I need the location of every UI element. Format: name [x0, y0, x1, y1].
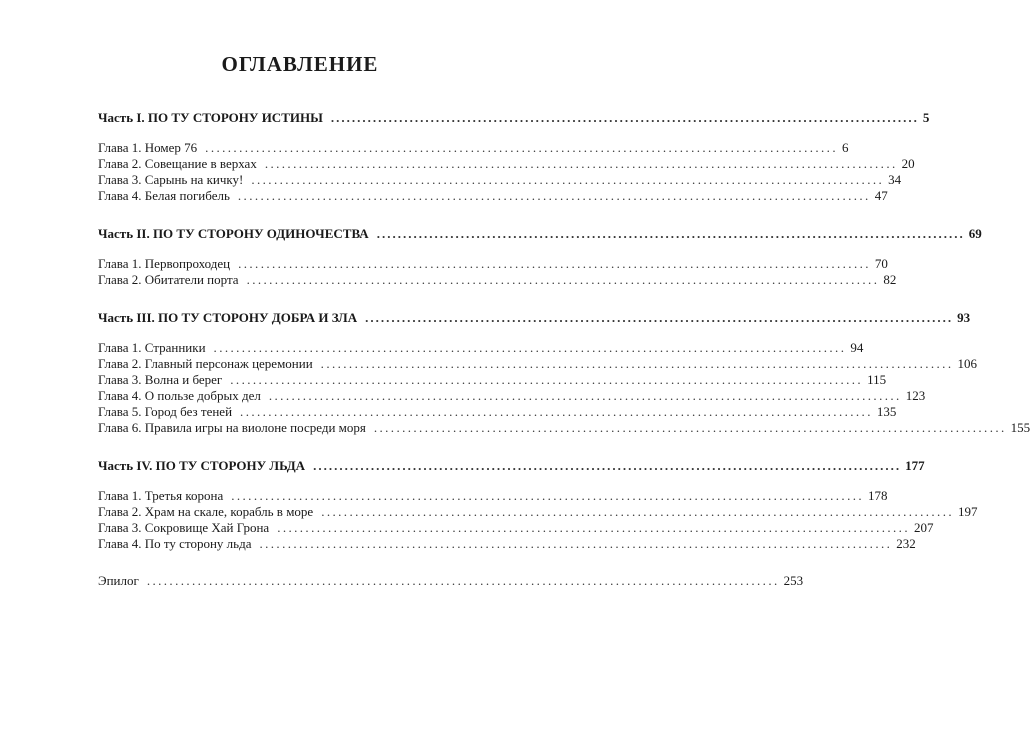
- part-title: Часть III. ПО ТУ СТОРОНУ ДОБРА И ЗЛА: [98, 310, 358, 325]
- page-number: 34: [888, 172, 902, 187]
- chapter-title: Глава 6. Правила игры на виолоне посреди моря: [98, 420, 366, 435]
- toc-part-1[interactable]: [98, 110, 930, 126]
- toc-part-4[interactable]: [98, 458, 925, 474]
- page-number: 94: [850, 340, 864, 355]
- toc-chapter[interactable]: [98, 356, 977, 372]
- page-number: 135: [876, 404, 897, 419]
- toc-part-2[interactable]: [98, 226, 982, 242]
- page-number: 20: [901, 156, 915, 171]
- page-number: 93: [957, 310, 971, 325]
- page-number: 253: [783, 573, 804, 588]
- dot-leader: ................................................................................................................: [320, 356, 954, 371]
- dot-leader: ................................................................................................................: [237, 188, 871, 203]
- page-number: 197: [958, 504, 978, 519]
- page-number: 123: [905, 388, 926, 403]
- dot-leader: ................................................................................................................: [259, 536, 893, 551]
- toc-chapter[interactable]: [98, 172, 902, 188]
- dot-leader: ................................................................................................................: [230, 372, 864, 387]
- page-number: 155: [1010, 420, 1030, 435]
- toc-chapter[interactable]: [98, 372, 887, 388]
- dot-leader: ................................................................................................................: [246, 272, 880, 287]
- toc-epilogue[interactable]: [98, 573, 804, 589]
- part-title: Часть II. ПО ТУ СТОРОНУ ОДИНОЧЕСТВА: [98, 226, 369, 241]
- toc-chapter[interactable]: [98, 504, 978, 520]
- dot-leader: ................................................................................................................: [330, 110, 919, 125]
- page-number: 106: [957, 356, 977, 371]
- toc-chapter[interactable]: [98, 156, 915, 172]
- toc-chapter[interactable]: [98, 420, 1030, 436]
- dot-leader: ................................................................................................................: [264, 156, 898, 171]
- toc-chapter[interactable]: [98, 536, 916, 552]
- table-of-contents: [98, 110, 1030, 589]
- epilogue-title: Эпилог: [98, 573, 139, 588]
- page-number: 6: [841, 140, 849, 155]
- toc-chapter[interactable]: [98, 520, 934, 536]
- toc-chapter[interactable]: [98, 340, 864, 356]
- chapter-title: Глава 1. Странники: [98, 340, 206, 355]
- chapter-title: Глава 2. Главный персонаж церемонии: [98, 356, 313, 371]
- part-title: Часть IV. ПО ТУ СТОРОНУ ЛЬДА: [98, 458, 306, 473]
- dot-leader: ................................................................................................................: [321, 504, 955, 519]
- part-title: Часть I. ПО ТУ СТОРОНУ ИСТИНЫ: [98, 110, 323, 125]
- chapter-title: Глава 4. По ту сторону льда: [98, 536, 252, 551]
- page-number: 5: [922, 110, 930, 125]
- toc-chapter[interactable]: [98, 256, 888, 272]
- dot-leader: ................................................................................................................: [213, 340, 847, 355]
- dot-leader: ................................................................................................................: [313, 458, 902, 473]
- dot-leader: ................................................................................................................: [376, 226, 965, 241]
- dot-leader: ................................................................................................................: [365, 310, 954, 325]
- chapter-title: Глава 1. Первопроходец: [98, 256, 231, 271]
- chapter-title: Глава 2. Храм на скале, корабль в море: [98, 504, 314, 519]
- chapter-title: Глава 1. Номер 76: [98, 140, 198, 155]
- chapter-title: Глава 4. Белая погибель: [98, 188, 230, 203]
- page-number: 207: [914, 520, 934, 535]
- dot-leader: ................................................................................................................: [231, 488, 865, 503]
- page-number: 232: [896, 536, 916, 551]
- toc-chapter[interactable]: [98, 188, 888, 204]
- toc-chapter[interactable]: [98, 272, 897, 288]
- dot-leader: ................................................................................................................: [277, 520, 910, 535]
- toc-chapter[interactable]: [98, 404, 897, 420]
- dot-leader: ................................................................................................................: [268, 388, 902, 403]
- chapter-title: Глава 3. Сарынь на кичку!: [98, 172, 244, 187]
- chapter-title: Глава 2. Обитатели порта: [98, 272, 239, 287]
- chapter-title: Глава 4. О пользе добрых дел: [98, 388, 261, 403]
- toc-part-3[interactable]: [98, 310, 971, 326]
- page-number: 82: [883, 272, 897, 287]
- page-number: 70: [874, 256, 888, 271]
- toc-chapter[interactable]: [98, 488, 888, 504]
- chapter-title: Глава 5. Город без теней: [98, 404, 233, 419]
- dot-leader: ................................................................................................................: [373, 420, 1007, 435]
- dot-leader: ................................................................................................................: [238, 256, 871, 271]
- page-number: 115: [867, 372, 887, 387]
- page-number: 69: [968, 226, 982, 241]
- page-number: 178: [868, 488, 888, 503]
- chapter-title: Глава 3. Волна и берег: [98, 372, 223, 387]
- toc-chapter[interactable]: [98, 140, 849, 156]
- dot-leader: ................................................................................................................: [205, 140, 838, 155]
- dot-leader: ................................................................................................................: [251, 172, 885, 187]
- page-title: ОГЛАВЛЕНИЕ: [221, 52, 379, 76]
- dot-leader: ................................................................................................................: [146, 573, 780, 588]
- page-number: 47: [874, 188, 888, 203]
- toc-chapter[interactable]: [98, 388, 926, 404]
- dot-leader: ................................................................................................................: [240, 404, 873, 419]
- chapter-title: Глава 2. Совещание в верхах: [98, 156, 257, 171]
- page-number: 177: [905, 458, 925, 473]
- chapter-title: Глава 1. Третья корона: [98, 488, 224, 503]
- chapter-title: Глава 3. Сокровище Хай Грона: [98, 520, 270, 535]
